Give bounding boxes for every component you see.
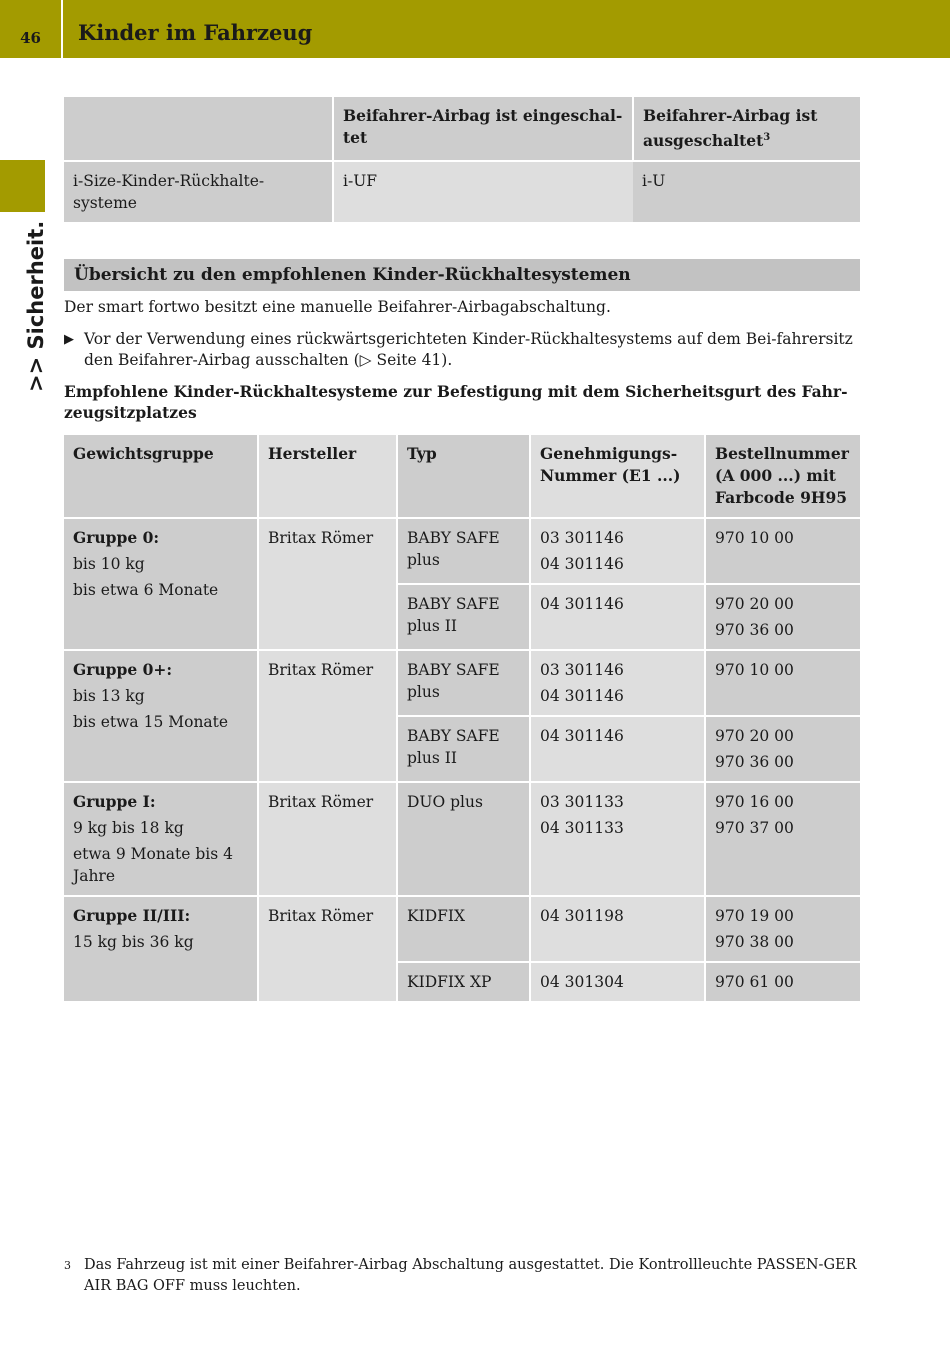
type-cell: KIDFIX XP xyxy=(397,962,530,1002)
group-age: bis etwa 15 Monate xyxy=(73,713,229,731)
group-weight: 9 kg bis 18 kg xyxy=(73,819,184,837)
approval-number: 04 301146 xyxy=(540,595,624,613)
group-weight: 15 kg bis 36 kg xyxy=(73,933,194,951)
order-cell xyxy=(705,962,860,1002)
intro-text: Der smart fortwo besitzt eine manuelle Beifahrer-Airbagabschaltung. xyxy=(64,298,611,316)
type-cell: KIDFIX xyxy=(397,896,530,962)
row-label: i-Size-Kinder-Rückhalte-systeme xyxy=(64,161,333,223)
type-cell: BABY SAFE plus II xyxy=(397,584,530,650)
side-tab-label: >> Sicherheit. xyxy=(24,220,48,392)
table-row xyxy=(64,650,860,716)
approval-number: 04 301133 xyxy=(540,819,624,837)
side-tab-marker xyxy=(0,160,45,212)
table-subheading: Empfohlene Kinder-Rückhaltesysteme zur Befestigung mit dem Sicherheitsgurt des Fahr-zeugsitzplatzes xyxy=(64,382,848,422)
order-number: 970 36 00 xyxy=(715,753,794,771)
approval-cell xyxy=(530,518,705,584)
order-number: 970 16 00 xyxy=(715,793,794,811)
header-approval-number: Genehmigungs-Nummer (E1 ...) xyxy=(530,435,705,518)
table-row xyxy=(64,518,860,584)
manufacturer-cell: Britax Römer xyxy=(258,650,397,782)
bullet-arrow-icon: ▶ xyxy=(64,332,74,347)
footnote-number: 3 xyxy=(64,1259,71,1272)
page-header xyxy=(0,0,950,58)
approval-number: 04 301146 xyxy=(540,555,624,573)
group-name: Gruppe I: xyxy=(73,792,156,811)
weight-group-cell xyxy=(64,518,258,650)
approval-number: 04 301198 xyxy=(540,907,624,925)
approval-cell xyxy=(530,962,705,1002)
order-cell xyxy=(705,716,860,782)
order-number: 970 10 00 xyxy=(715,529,794,547)
group-weight: bis 13 kg xyxy=(73,687,145,705)
order-cell xyxy=(705,518,860,584)
group-age: etwa 9 Monate bis 4 Jahre xyxy=(73,845,234,885)
page-number: 46 xyxy=(0,0,63,58)
manufacturer-cell: Britax Römer xyxy=(258,518,397,650)
header-cell-airbag-on: Beifahrer-Airbag ist eingeschal-tet xyxy=(333,97,633,161)
table-row xyxy=(64,896,860,962)
table-body xyxy=(64,518,860,1002)
order-cell xyxy=(705,782,860,896)
order-cell xyxy=(705,650,860,716)
footnote-ref: 3 xyxy=(763,132,771,143)
order-number: 970 20 00 xyxy=(715,727,794,745)
type-cell: BABY SAFE plus xyxy=(397,650,530,716)
header-cell-empty xyxy=(64,97,333,161)
header-cell-airbag-off xyxy=(633,97,860,161)
header-order-number: Bestellnummer (A 000 ...) mit Farbcode 9H95 xyxy=(705,435,860,518)
page-title: Kinder im Fahrzeug xyxy=(78,20,313,45)
table-row xyxy=(64,782,860,896)
group-name: Gruppe 0+: xyxy=(73,660,173,679)
footnote xyxy=(64,1255,864,1297)
header-weight-group: Gewichtsgruppe xyxy=(64,435,258,518)
order-number: 970 20 00 xyxy=(715,595,794,613)
group-age: bis etwa 6 Monate xyxy=(73,581,219,599)
table-header-row xyxy=(64,435,860,518)
approval-cell xyxy=(530,716,705,782)
type-cell: BABY SAFE plus xyxy=(397,518,530,584)
weight-group-cell xyxy=(64,650,258,782)
type-cell: DUO plus xyxy=(397,782,530,896)
approval-number: 03 301146 xyxy=(540,661,624,679)
order-number: 970 19 00 xyxy=(715,907,794,925)
approval-number: 03 301133 xyxy=(540,793,624,811)
approval-cell xyxy=(530,584,705,650)
approval-number: 04 301146 xyxy=(540,687,624,705)
group-name: Gruppe 0: xyxy=(73,528,160,547)
approval-cell xyxy=(530,650,705,716)
manufacturer-cell: Britax Römer xyxy=(258,896,397,1002)
header-airbag-off-text: Beifahrer-Airbag ist ausgeschaltet xyxy=(643,106,818,151)
order-cell xyxy=(705,896,860,962)
approval-number: 04 301146 xyxy=(540,727,624,745)
section-heading: Übersicht zu den empfohlenen Kinder-Rückhaltesystemen xyxy=(64,259,860,291)
group-name: Gruppe II/III: xyxy=(73,906,191,925)
table-header-row xyxy=(64,97,860,161)
order-cell xyxy=(705,584,860,650)
order-number: 970 36 00 xyxy=(715,621,794,639)
order-number: 970 10 00 xyxy=(715,661,794,679)
group-weight: bis 10 kg xyxy=(73,555,145,573)
order-number: 970 38 00 xyxy=(715,933,794,951)
isize-table xyxy=(64,97,860,224)
type-cell: BABY SAFE plus II xyxy=(397,716,530,782)
bullet-text: Vor der Verwendung eines rückwärtsgerichteten Kinder-Rückhaltesystems auf dem Bei-fahrersitz den Beifahrer-Airbag ausschalten (▷ Seite 41). xyxy=(84,330,853,369)
header-type: Typ xyxy=(397,435,530,518)
header-manufacturer: Hersteller xyxy=(258,435,397,518)
instruction-bullet xyxy=(64,329,860,371)
footnote-text: Das Fahrzeug ist mit einer Beifahrer-Airbag Abschaltung ausgestattet. Die Kontrollleuchte PASSEN-GER AIR BAG OFF muss leuchten. xyxy=(84,1257,857,1294)
row-value-airbag-on: i-UF xyxy=(333,161,633,223)
manufacturer-cell: Britax Römer xyxy=(258,782,397,896)
weight-group-cell xyxy=(64,782,258,896)
order-number: 970 37 00 xyxy=(715,819,794,837)
child-seat-table xyxy=(64,435,860,1003)
weight-group-cell xyxy=(64,896,258,1002)
approval-cell xyxy=(530,782,705,896)
approval-number: 03 301146 xyxy=(540,529,624,547)
approval-cell xyxy=(530,896,705,962)
row-value-airbag-off: i-U xyxy=(633,161,860,223)
table-row xyxy=(64,161,860,223)
order-number: 970 61 00 xyxy=(715,973,794,991)
approval-number: 04 301304 xyxy=(540,973,624,991)
